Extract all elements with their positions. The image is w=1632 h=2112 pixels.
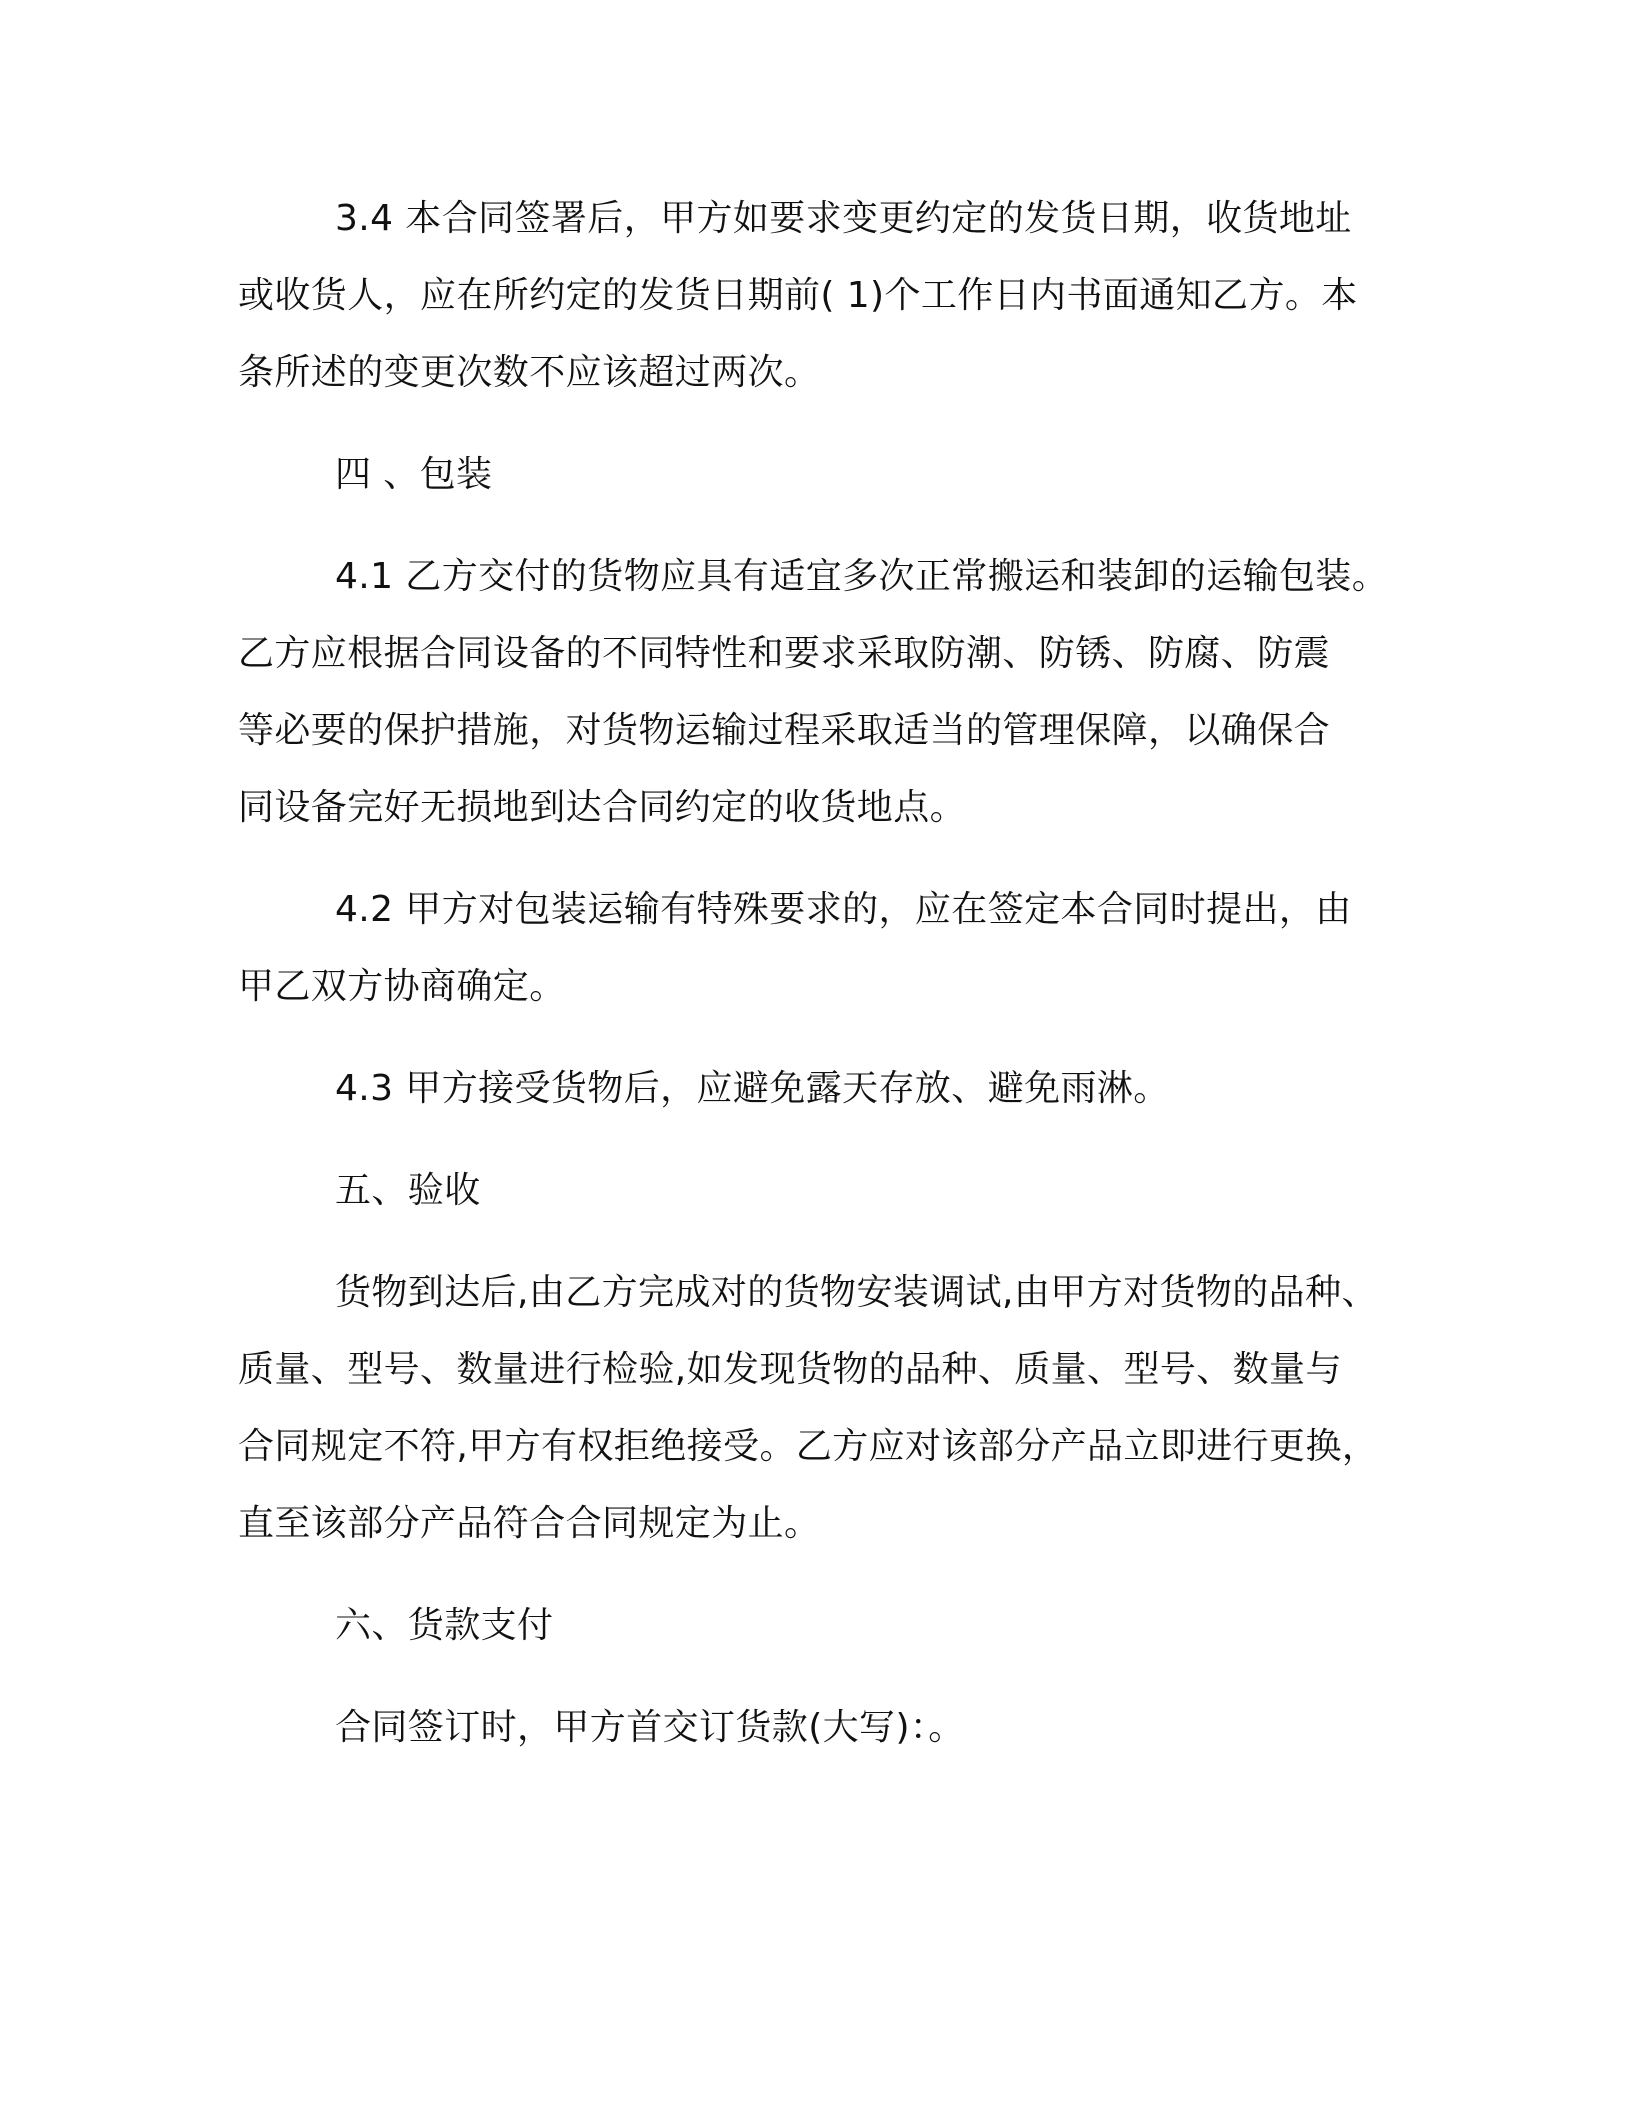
acceptance-paragraph [238,1254,1388,1562]
text-line: 4.3 甲方接受货物后，应避免露天存放、避免雨淋。 [335,1068,1170,1109]
section-heading-acceptance [238,1152,1388,1229]
text-line: 合同规定不符,甲方有权拒绝接受。乙方应对该部分产品立即进行更换， [238,1426,1379,1467]
section-heading: 四 、包装 [335,454,493,495]
text-line: 货物到达后,由乙方完成对的货物安装调试,由甲方对货物的品种、 [335,1272,1378,1313]
text-line: 或收货人，应在所约定的发货日期前( 1)个工作日内书面通知乙方。本 [238,275,1358,316]
clause-4-1 [238,538,1388,846]
section-heading: 六、货款支付 [335,1605,554,1646]
text-line: 条所述的变更次数不应该超过两次。 [238,352,821,393]
section-heading-payment [238,1587,1388,1664]
document-page [238,180,1388,1791]
text-line: 4.2 甲方对包装运输有特殊要求的，应在签定本合同时提出，由 [335,889,1352,930]
text-line: 质量、型号、数量进行检验,如发现货物的品种、质量、型号、数量与 [238,1349,1342,1390]
section-heading: 五、验收 [335,1170,481,1211]
text-line: 乙方应根据合同设备的不同特性和要求采取防潮、防锈、防腐、防震 [238,633,1331,674]
text-line: 等必要的保护措施，对货物运输过程采取适当的管理保障，以确保合 [238,710,1331,751]
text-line: 3.4 本合同签署后，甲方如要求变更约定的发货日期，收货地址 [335,198,1352,239]
clause-3-4 [238,180,1388,411]
text-line: 同设备完好无损地到达合同约定的收货地点。 [238,787,967,828]
text-line: 直至该部分产品符合合同规定为止。 [238,1503,821,1544]
text-line: 4.1 乙方交付的货物应具有适宜多次正常搬运和装卸的运输包装。 [335,556,1389,597]
text-line: 甲乙双方协商确定。 [238,966,566,1007]
payment-paragraph [238,1689,1388,1766]
text-line: 合同签订时，甲方首交订货款(大写)：。 [335,1707,965,1748]
clause-4-3 [238,1050,1388,1127]
clause-4-2 [238,871,1388,1025]
section-heading-packaging [238,436,1388,513]
